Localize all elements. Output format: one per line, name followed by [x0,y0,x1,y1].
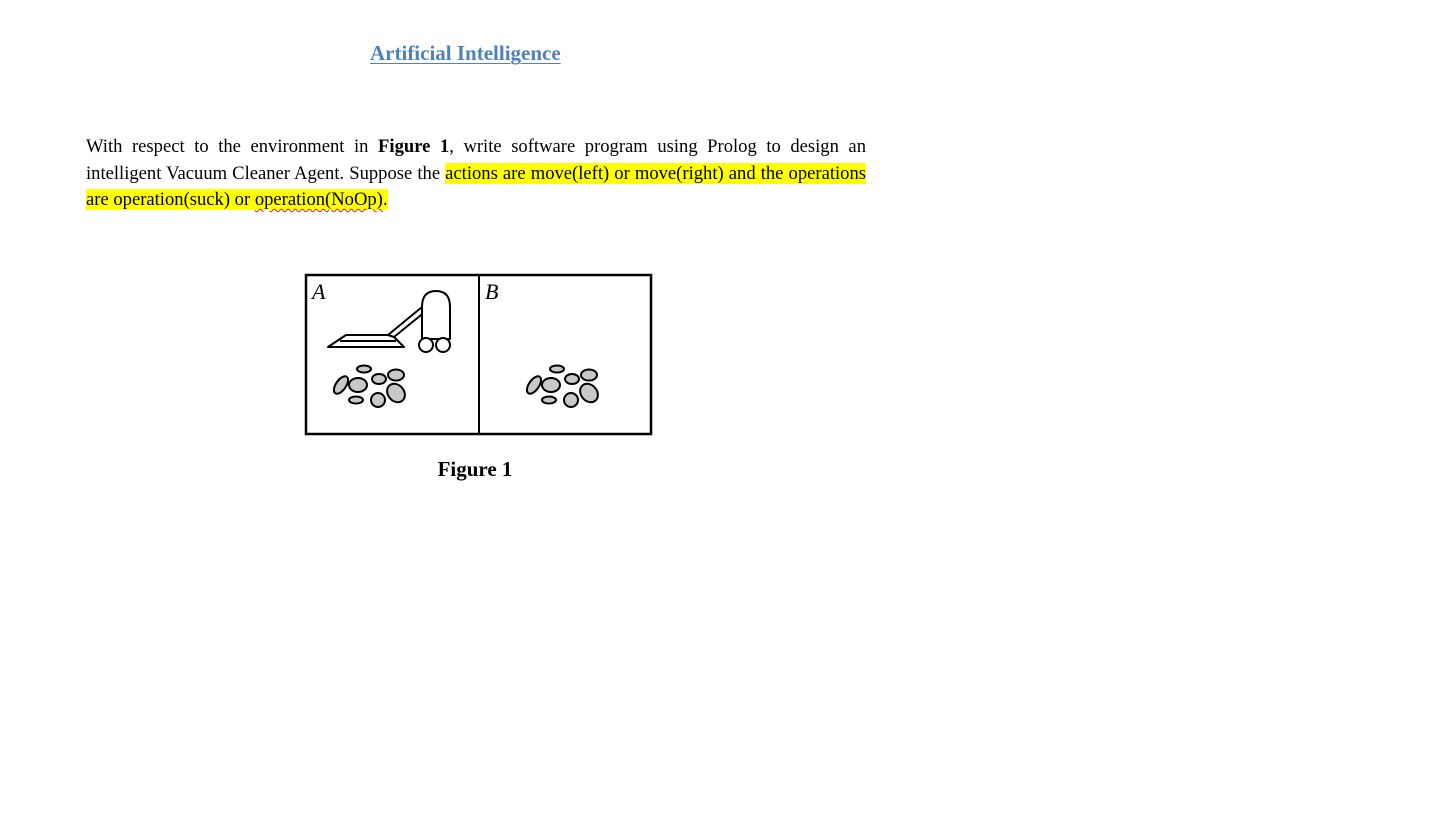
para-text-2: , write software program using Prolog to design an intelligent Vacuum Cleaner Agent. Suppose the [86,136,866,184]
para-highlight-spellcheck: operation(NoOp) [254,189,383,210]
para-text-1: With respect to the environment in [86,136,379,157]
task-paragraph [86,134,866,214]
vacuum-world-figure [304,273,654,437]
figure-caption: Figure 1 [437,457,513,481]
para-figure-ref: Figure 1 [378,136,450,157]
para-highlight-end: . [382,189,388,210]
room-a-label: A [312,279,326,304]
room-b-label: B [485,279,499,304]
vacuum-world-diagram [304,273,654,437]
para-highlight-1: actions are move(left) or move(right) and the operations are operation(suck) or [86,162,866,210]
document-title: Artificial Intelligence [370,41,561,65]
